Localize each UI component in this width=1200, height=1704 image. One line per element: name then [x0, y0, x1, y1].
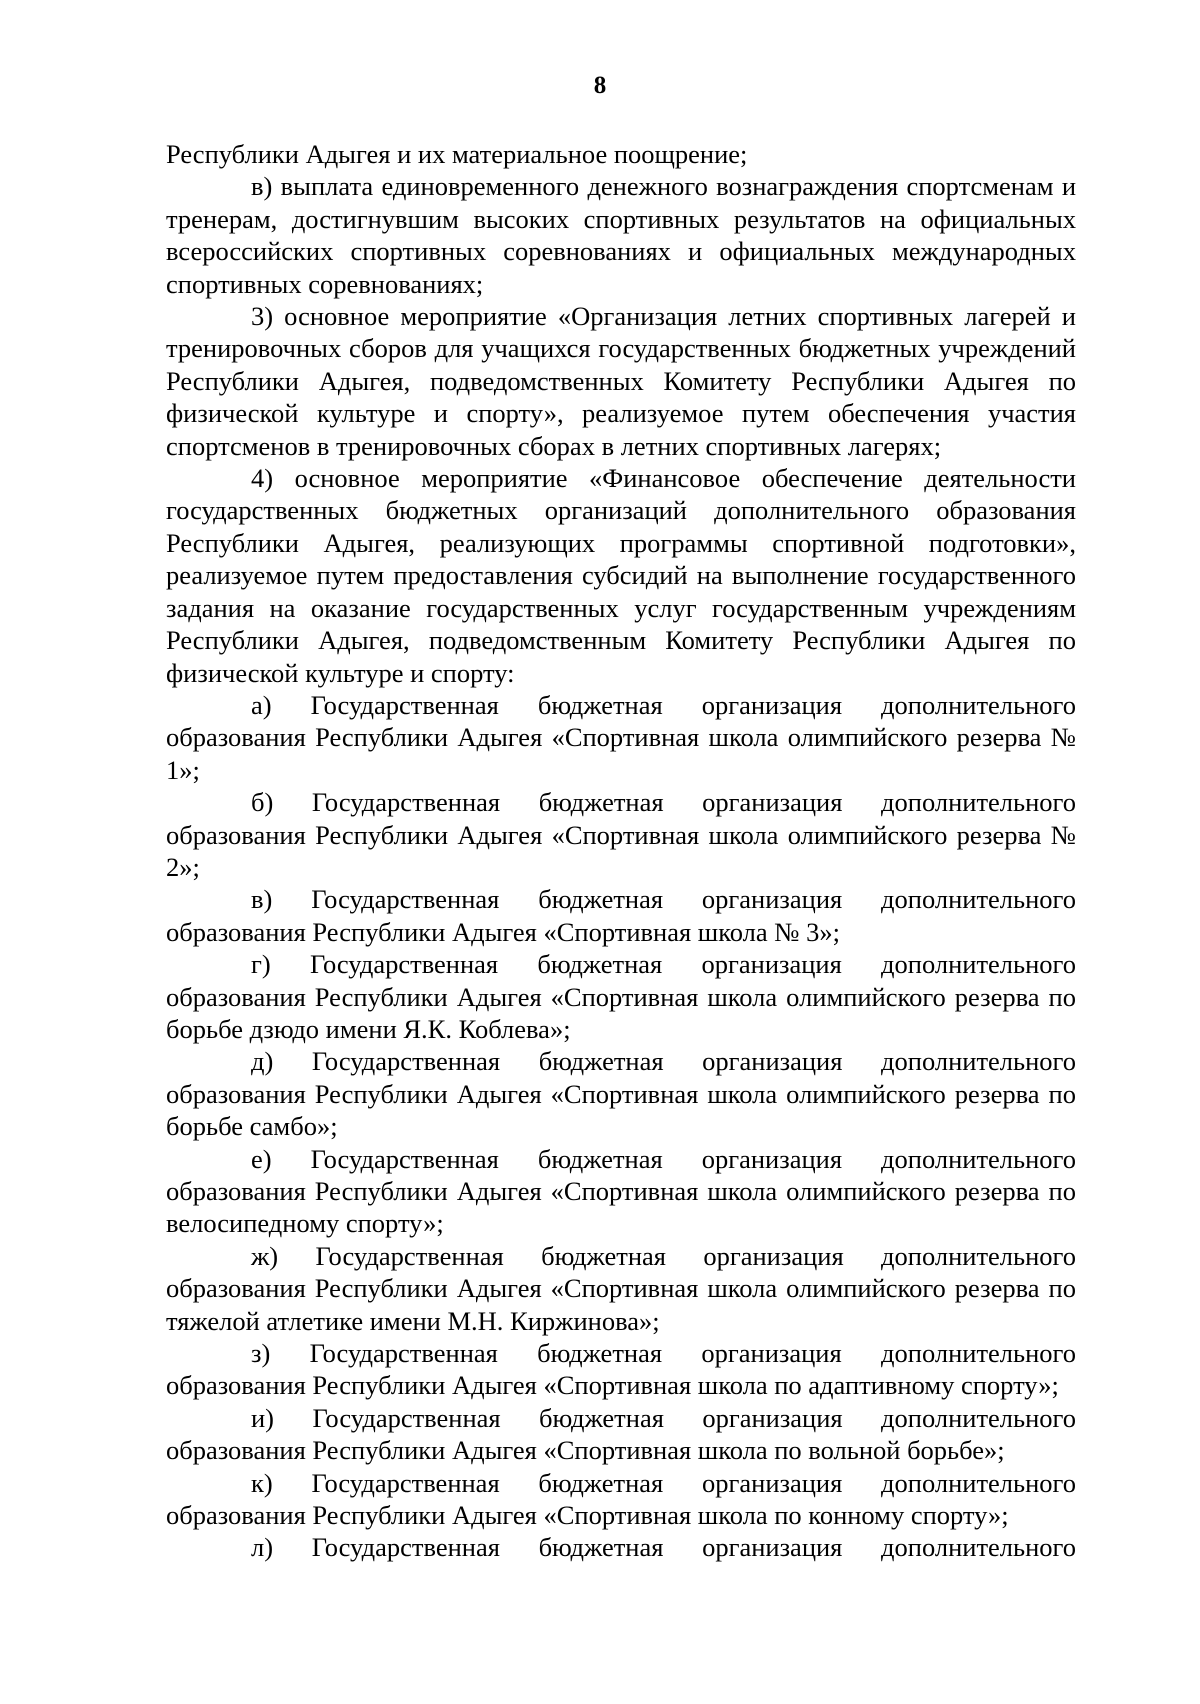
paragraph-subitem-z: з) Государственная бюджетная организация дополнительного образования Республики Адыгея «Спортивная школа по адаптивному спорту»;	[166, 1338, 1076, 1401]
body-text	[166, 138, 1076, 1564]
paragraph-item-4-financial-support: 4) основное мероприятие «Финансовое обеспечение деятельности государственных бюджетных организаций дополнительного образования Республики Адыгея, реализующих программы спортивной подготовки», реализуемое путем предоставления субсидий на выполнение государственного задания на оказание государственных услуг государственным учреждениям Республики Адыгея, подведомственным Комитету Республики Адыгея по физической культуре и спорту:	[166, 463, 1076, 688]
page-number: 8	[593, 72, 607, 99]
paragraph-subitem-d: д) Государственная бюджетная организация дополнительного образования Республики Адыгея «Спортивная школа олимпийского резерва по борьбе самбо»;	[166, 1046, 1076, 1142]
paragraph-subitem-g: г) Государственная бюджетная организация дополнительного образования Республики Адыгея «Спортивная школа олимпийского резерва по борьбе дзюдо имени Я.К. Коблева»;	[166, 949, 1076, 1044]
paragraph-item-3-summer-camps: 3) основное мероприятие «Организация летних спортивных лагерей и тренировочных сборов для учащихся государственных бюджетных учреждений Республики Адыгея, подведомственных Комитету Республики Адыгея по физической культуре и спорту», реализуемое путем обеспечения участия спортсменов в тренировочных сборах в летних спортивных лагерях;	[166, 301, 1076, 461]
paragraph-continuation: Республики Адыгея и их материальное поощрение;	[166, 139, 748, 169]
paragraph-subitem-b: б) Государственная бюджетная организация дополнительного образования Республики Адыгея «Спортивная школа олимпийского резерва № 2»;	[166, 787, 1076, 882]
paragraph-subitem-i: и) Государственная бюджетная организация дополнительного образования Республики Адыгея «Спортивная школа по вольной борьбе»;	[166, 1402, 1076, 1466]
paragraph-subitem-a: а) Государственная бюджетная организация дополнительного образования Республики Адыгея «Спортивная школа олимпийского резерва № 1»;	[166, 689, 1076, 785]
paragraph-subitem-v: в) Государственная бюджетная организация дополнительного образования Республики Адыгея «Спортивная школа № 3»;	[166, 884, 1076, 947]
paragraph-subitem-zh: ж) Государственная бюджетная организация дополнительного образования Республики Адыгея «Спортивная школа олимпийского резерва по тяжелой атлетике имени М.Н. Киржинова»;	[166, 1240, 1076, 1336]
paragraph-item-v-payment: в) выплата единовременного денежного вознаграждения спортсменам и тренерам, достигнувшим высоких спортивных результатов на официальных всероссийских спортивных соревнованиях и официальных международных спортивных соревнованиях;	[166, 171, 1076, 299]
paragraph-subitem-e: е) Государственная бюджетная организация дополнительного образования Республики Адыгея «Спортивная школа олимпийского резерва по велосипедному спорту»;	[166, 1143, 1076, 1239]
paragraph-subitem-k: к) Государственная бюджетная организация дополнительного образования Республики Адыгея «Спортивная школа по конному спорту»;	[166, 1467, 1076, 1531]
paragraph-subitem-l: л) Государственная бюджетная организация дополнительного	[251, 1532, 1076, 1563]
